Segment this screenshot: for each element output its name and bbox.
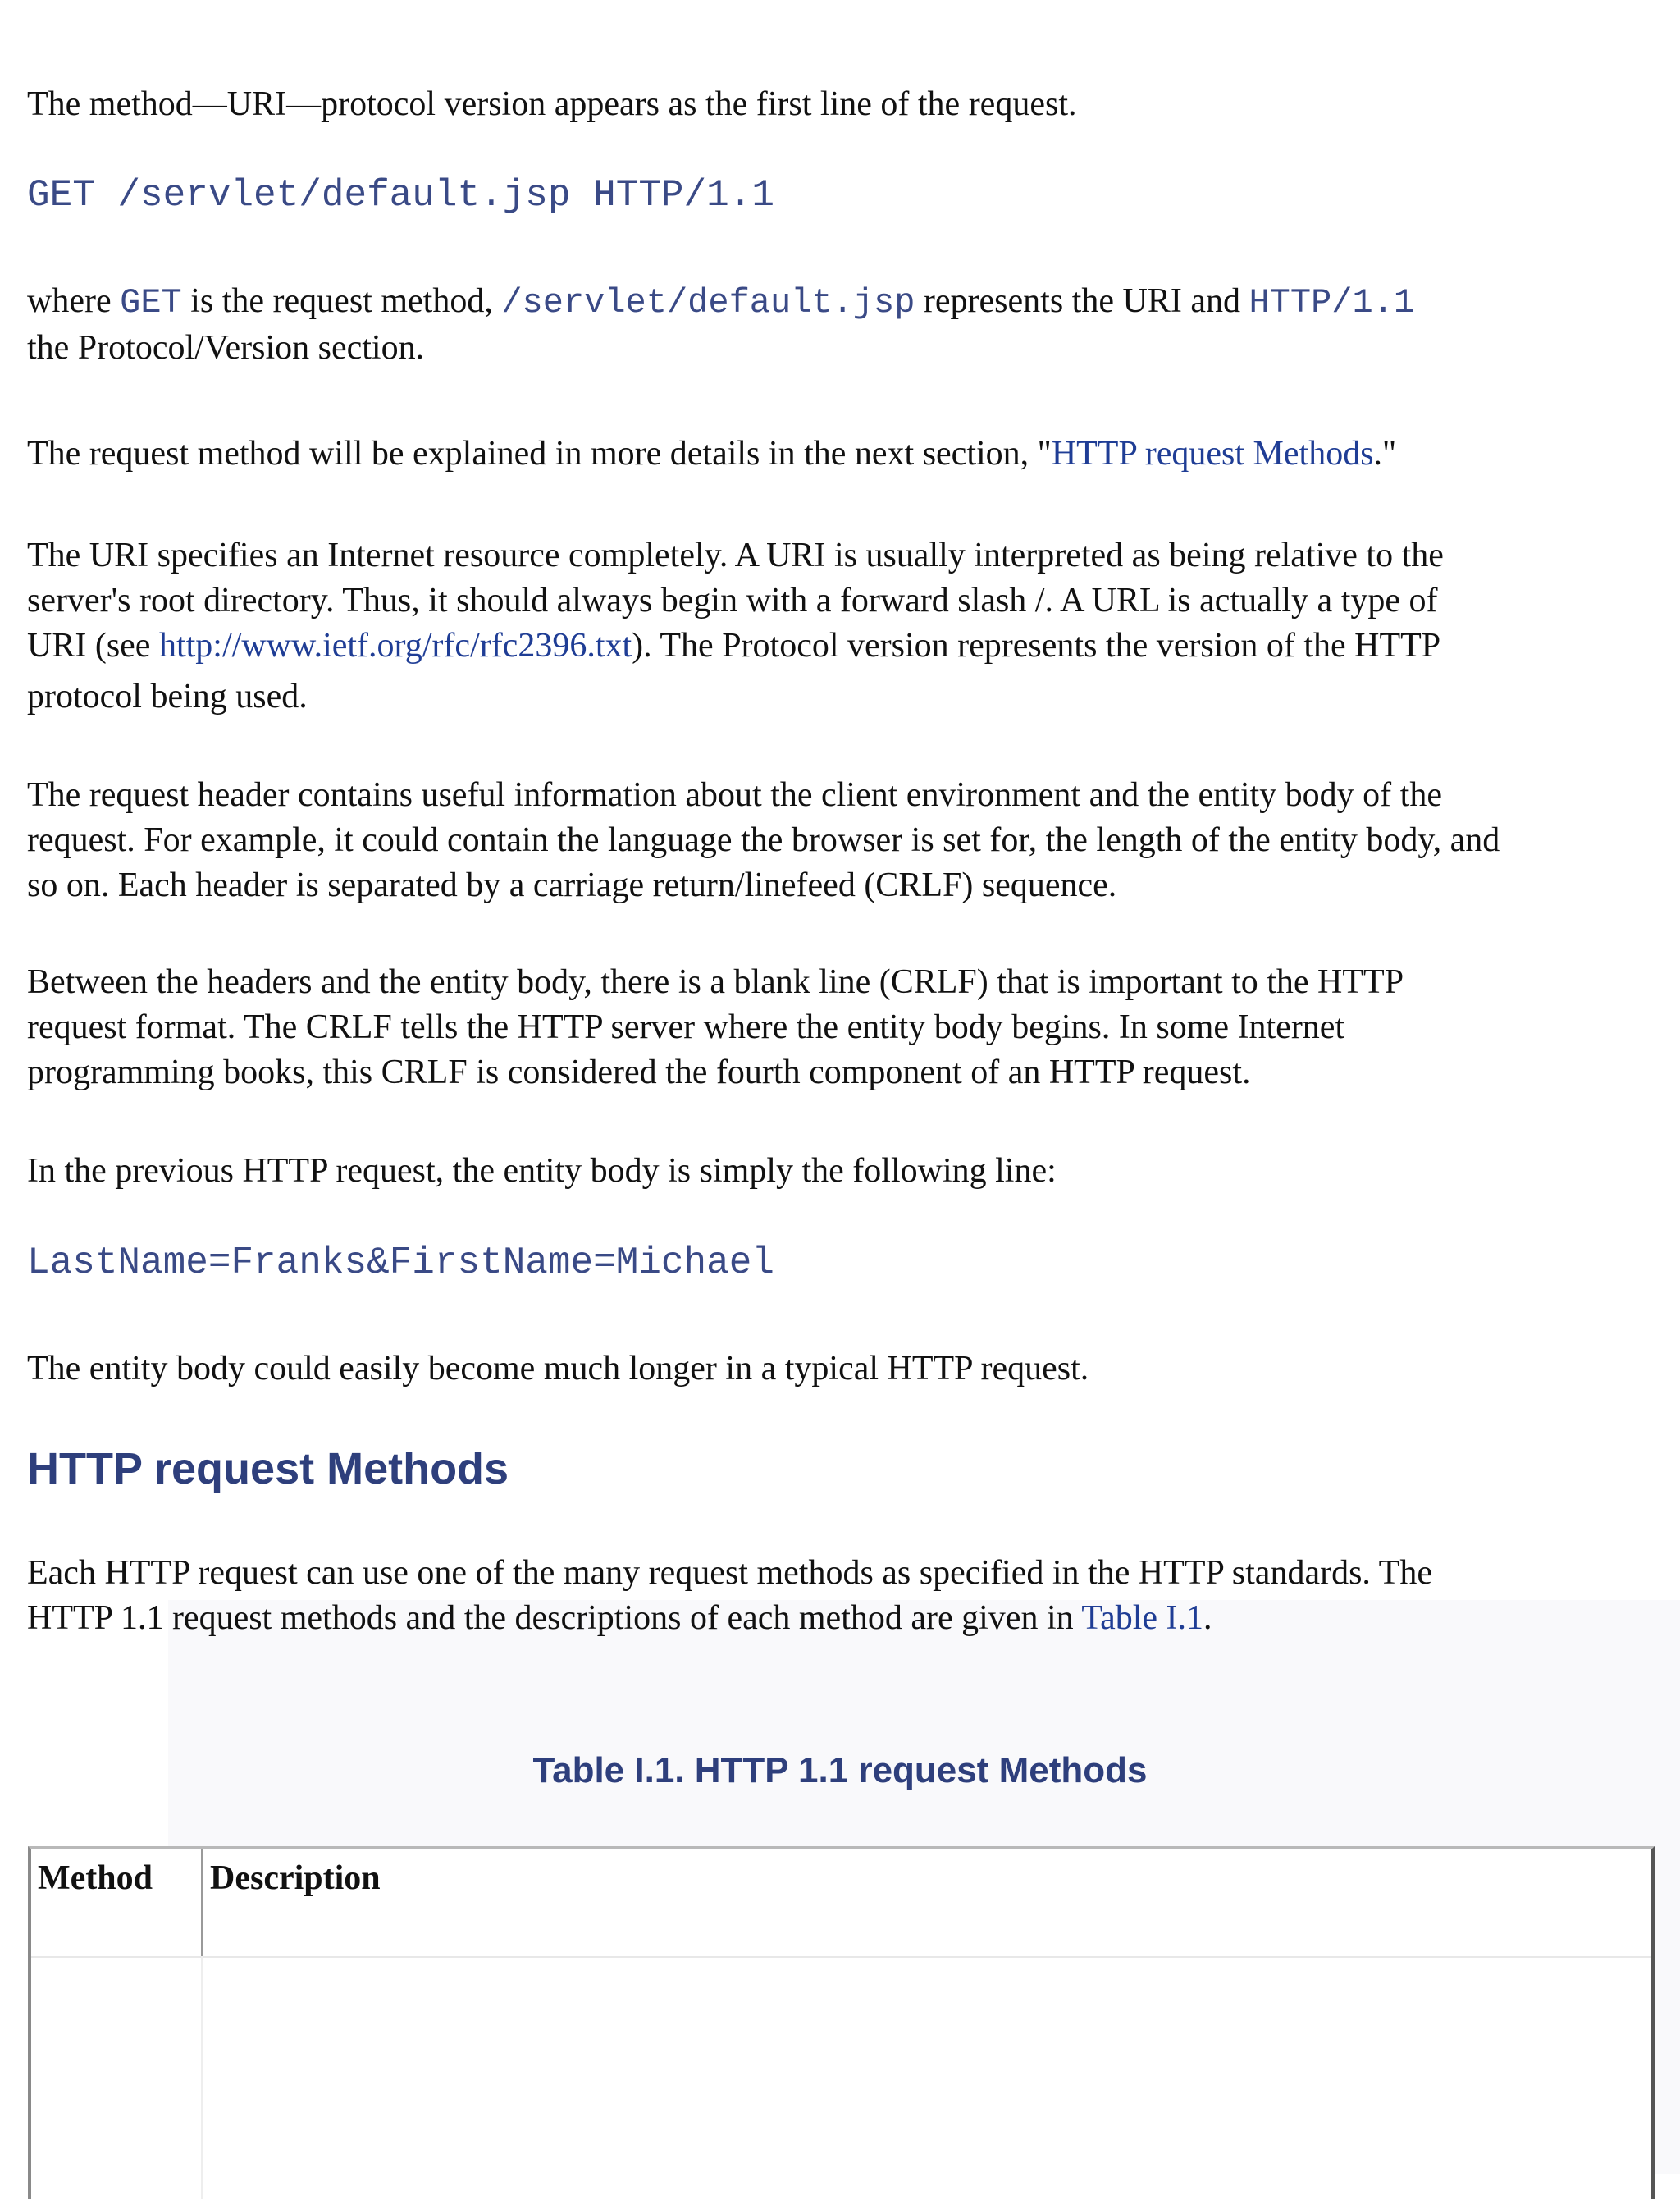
paragraph-line: The request header contains useful information about the client environment and the entity body of the (27, 776, 1442, 814)
paragraph-line: The URI specifies an Internet resource completely. A URI is usually interpreted as being relative to the (27, 537, 1444, 574)
table-header-method: Method (31, 1849, 203, 1956)
paragraph-line: server's root directory. Thus, it should always begin with a forward slash /. A URL is actually a type of (27, 582, 1438, 619)
inline-code-get: GET (120, 283, 182, 322)
paragraph-line: protocol being used. (27, 678, 308, 715)
section-heading: HTTP request Methods (27, 1444, 509, 1493)
link-table-i1[interactable]: Table I.1 (1081, 1599, 1204, 1637)
paragraph-entity-body-length: The entity body could easily become much longer in a typical HTTP request. (27, 1350, 1089, 1388)
code-entity-body: LastName=Franks&FirstName=Michael (27, 1241, 774, 1284)
paragraph-line: request. For example, it could contain the language the browser is set for, the length of the entity body, and (27, 821, 1500, 859)
text-run: The request method will be explained in more details in the next section, " (27, 435, 1052, 473)
table-header-description: Description (210, 1859, 381, 1897)
text-run: where (27, 282, 121, 320)
table-column-divider (201, 1956, 203, 2199)
link-rfc2396[interactable]: http://www.ietf.org/rfc/rfc2396.txt (158, 627, 632, 665)
paragraph-request-line-explanation (27, 279, 1655, 371)
text-run: URI (see (27, 627, 159, 665)
paragraph-line (27, 279, 1655, 326)
inline-code-protocol: HTTP/1.1 (1249, 283, 1415, 322)
paragraph-line: request format. The CRLF tells the HTTP server where the entity body begins. In some Internet (27, 1008, 1345, 1046)
paragraph-line (27, 624, 1655, 669)
paragraph-crlf (27, 960, 1655, 1095)
paragraph-line: so on. Each header is separated by a carriage return/linefeed (CRLF) sequence. (27, 866, 1117, 904)
code-request-line: GET /servlet/default.jsp HTTP/1.1 (27, 174, 774, 217)
paragraph-request-header (27, 773, 1655, 908)
text-run: HTTP 1.1 request methods and the descriptions of each method are given in (27, 1599, 1082, 1637)
paragraph-line: Each HTTP request can use one of the many request methods as specified in the HTTP standards. The (27, 1554, 1432, 1592)
text-run: is the request method, (181, 282, 502, 320)
link-http-request-methods[interactable]: HTTP request Methods (1051, 435, 1374, 473)
paragraph-line: the Protocol/Version section. (27, 329, 425, 367)
paragraph-entity-body-intro: In the previous HTTP request, the entity body is simply the following line: (27, 1152, 1057, 1190)
paragraph-line: programming books, this CRLF is considered the fourth component of an HTTP request. (27, 1054, 1251, 1091)
text-run: ). The Protocol version represents the version of the HTTP (632, 627, 1441, 665)
text-run: represents the URI and (915, 282, 1249, 320)
table-row-divider (31, 1956, 1651, 1958)
paragraph-line (27, 1596, 1655, 1641)
text-run: ." (1373, 435, 1397, 473)
methods-table (28, 1846, 1655, 2199)
text-run: . (1203, 1599, 1212, 1637)
paragraph-line: Between the headers and the entity body, there is a blank line (CRLF) that is important to the HTTP (27, 963, 1404, 1001)
table-title: Table I.1. HTTP 1.1 request Methods (532, 1750, 1148, 1790)
paragraph-uri (27, 533, 1655, 720)
paragraph-methods-intro (27, 1551, 1655, 1641)
inline-code-uri: /servlet/default.jsp (501, 283, 915, 322)
paragraph-request-line-intro: The method—URI—protocol version appears as the first line of the request. (27, 85, 1077, 123)
paragraph-method-reference (27, 432, 1655, 477)
